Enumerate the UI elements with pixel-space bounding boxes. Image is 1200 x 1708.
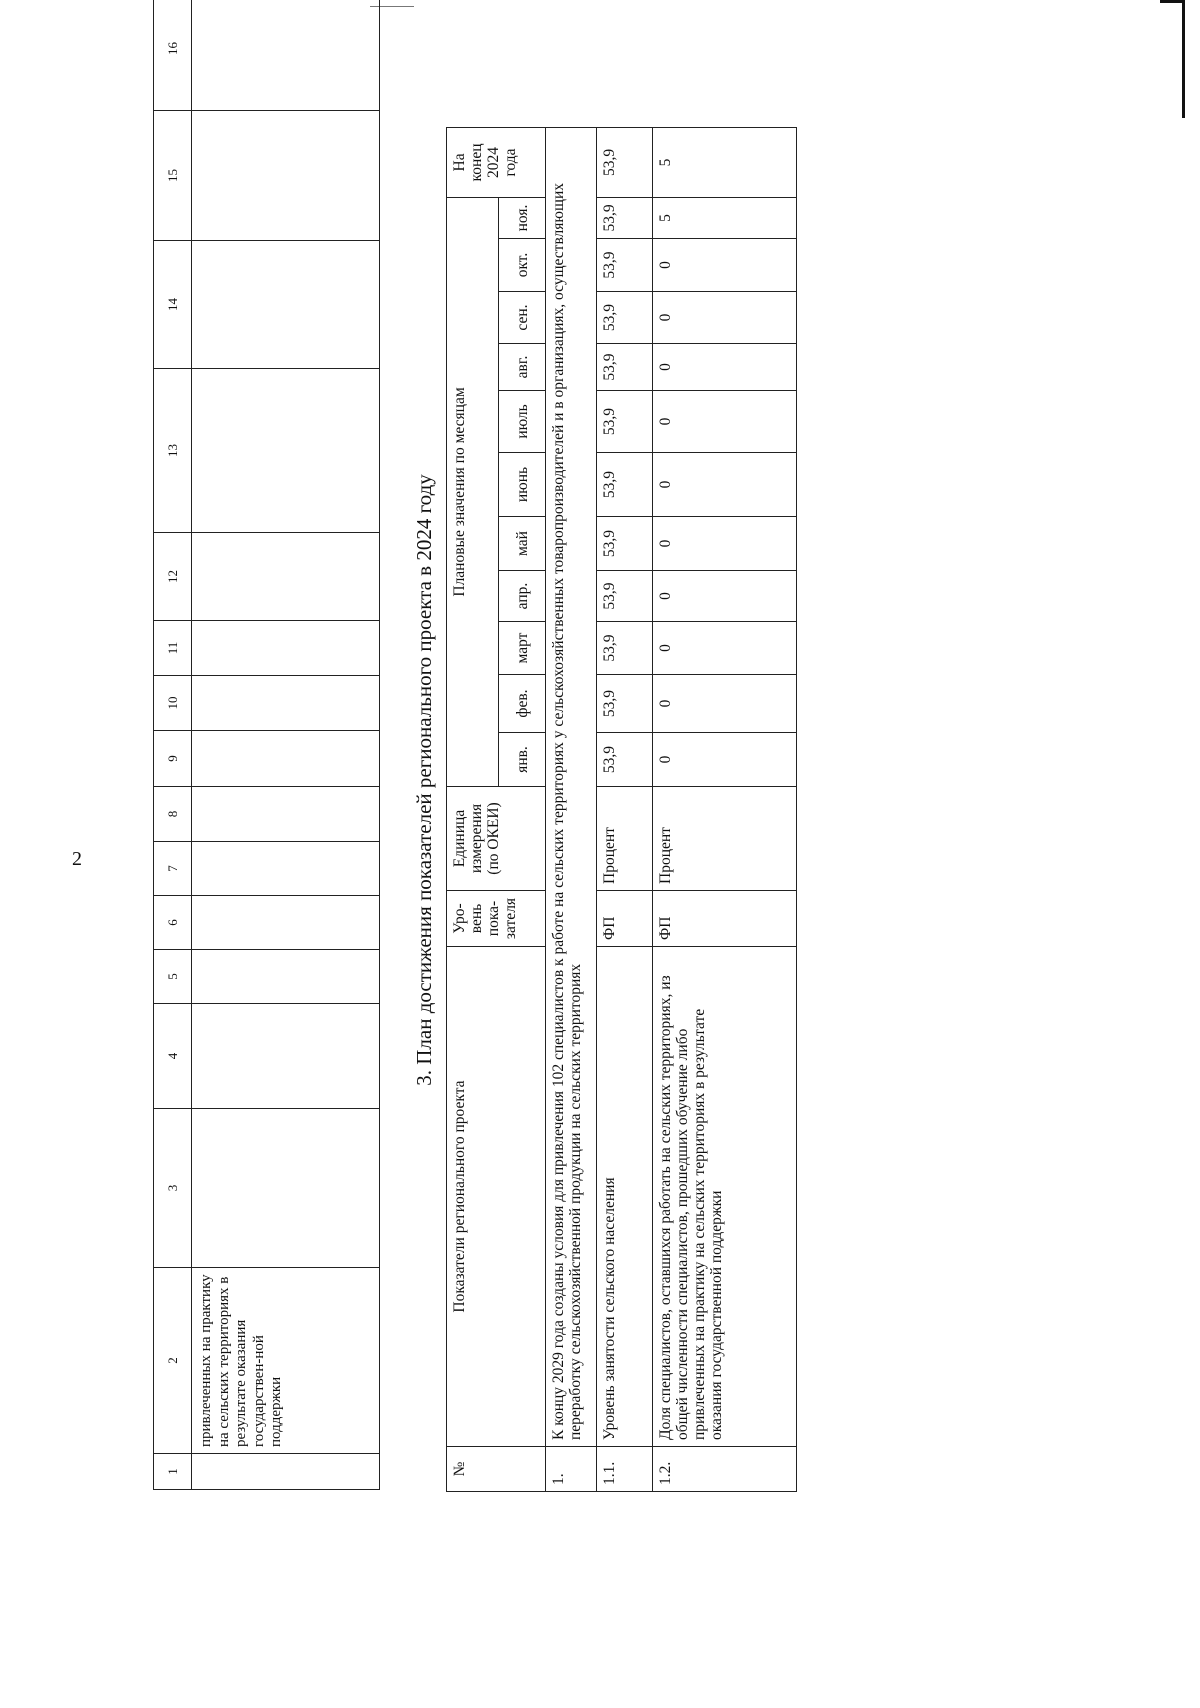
indicator-plan-table	[446, 143, 796, 1492]
column-number: 4	[154, 1004, 192, 1109]
indicator-unit: Процент	[653, 787, 797, 891]
column-number: 13	[154, 369, 192, 533]
indicator-level: ФП	[653, 891, 797, 947]
monthly-value: 53,9	[597, 344, 653, 391]
goal-number: 1.	[546, 1447, 597, 1492]
header-monthly-values: Плановые значения по месяцам	[447, 197, 499, 786]
table-cell	[192, 1109, 380, 1268]
table-cell	[192, 787, 380, 842]
table-cell	[192, 621, 380, 676]
monthly-value: 53,9	[597, 622, 653, 675]
month-header: ноя.	[499, 197, 546, 238]
goal-text: К концу 2029 года созданы условия для привлечения 102 специалистов к работе на сельских территориях у сельскохозяйственных товаропроизводителей и в организациях, осуществляющих переработку сельскохозяйственной продукции на сельских территориях	[546, 127, 597, 1446]
column-number: 2	[154, 1268, 192, 1454]
table-cell	[192, 1454, 380, 1490]
monthly-value: 53,9	[597, 675, 653, 733]
column-number: 3	[154, 1109, 192, 1268]
goal-row	[546, 127, 597, 1491]
month-header: июнь	[499, 453, 546, 517]
column-number: 5	[154, 950, 192, 1004]
page-number: 2	[72, 848, 82, 870]
column-number: 9	[154, 731, 192, 787]
monthly-value: 0	[653, 675, 797, 733]
monthly-value: 0	[653, 344, 797, 391]
monthly-value: 53,9	[597, 197, 653, 238]
column-number: 7	[154, 842, 192, 896]
monthly-value: 0	[653, 733, 797, 787]
table-cell	[192, 0, 380, 111]
column-number: 15	[154, 111, 192, 241]
year-end-value: 5	[653, 127, 797, 197]
row-number: 1.2.	[653, 1447, 797, 1492]
table-cell	[192, 1004, 380, 1109]
continuation-row	[192, 0, 380, 1490]
monthly-value: 0	[653, 292, 797, 344]
continuation-table	[153, 42, 380, 1490]
column-number: 14	[154, 241, 192, 369]
monthly-value: 0	[653, 517, 797, 571]
table-cell	[192, 950, 380, 1004]
table-cell	[192, 896, 380, 950]
month-header: янв.	[499, 733, 546, 787]
header-row-1	[447, 127, 499, 1491]
table-cell	[192, 676, 380, 731]
header-number: №	[447, 1447, 546, 1492]
continued-indicator-text: привлеченных на практику на сельских территориях в результате оказания государствен-ной поддержки	[192, 1268, 380, 1454]
monthly-value: 0	[653, 622, 797, 675]
monthly-value: 5	[653, 197, 797, 238]
monthly-value: 53,9	[597, 391, 653, 453]
monthly-value: 53,9	[597, 571, 653, 622]
month-header: окт.	[499, 239, 546, 292]
column-number: 12	[154, 533, 192, 621]
table-row	[653, 127, 797, 1491]
column-number: 1	[154, 1454, 192, 1490]
month-header: май	[499, 517, 546, 571]
monthly-value: 0	[653, 391, 797, 453]
indicator-name: Уровень занятости сельского населения	[597, 947, 653, 1447]
monthly-value: 53,9	[597, 453, 653, 517]
indicator-level: ФП	[597, 891, 653, 947]
month-header: авг.	[499, 344, 546, 391]
column-number-row	[154, 0, 192, 1490]
table-row	[597, 127, 653, 1491]
section-title: 3. План достижения показателей регионального проекта в 2024 году	[412, 474, 436, 1086]
header-indicator: Показатели регионального проекта	[447, 947, 546, 1447]
indicator-unit: Процент	[597, 787, 653, 891]
month-header: июль	[499, 391, 546, 453]
header-unit: Единица измерения (по ОКЕИ)	[447, 787, 546, 891]
table-cell	[192, 241, 380, 369]
monthly-value: 53,9	[597, 517, 653, 571]
column-number: 6	[154, 896, 192, 950]
column-number: 10	[154, 676, 192, 731]
column-number: 16	[154, 0, 192, 111]
table-cell	[192, 842, 380, 896]
table-cell	[192, 111, 380, 241]
month-header: сен.	[499, 292, 546, 344]
monthly-value: 0	[653, 239, 797, 292]
table-cell	[192, 731, 380, 787]
table-cell	[192, 533, 380, 621]
indicator-name: Доля специалистов, оставшихся работать на сельских территориях, из общей численности специалистов, прошедших обучение либо привлеченных на практику на сельских территориях в результате оказания государственной поддержки	[653, 947, 797, 1447]
month-header: апр.	[499, 571, 546, 622]
year-end-value: 53,9	[597, 127, 653, 197]
monthly-value: 53,9	[597, 292, 653, 344]
header-year-end: На конец 2024 года	[447, 127, 546, 197]
monthly-value: 53,9	[597, 733, 653, 787]
scan-edge-mark	[1182, 0, 1185, 118]
column-number: 11	[154, 621, 192, 676]
table-cell	[192, 369, 380, 533]
monthly-value: 53,9	[597, 239, 653, 292]
column-number: 8	[154, 787, 192, 842]
monthly-value: 0	[653, 453, 797, 517]
row-number: 1.1.	[597, 1447, 653, 1492]
scan-edge-mark-top	[1160, 0, 1185, 3]
monthly-value: 0	[653, 571, 797, 622]
month-header: фев.	[499, 675, 546, 733]
month-header: март	[499, 622, 546, 675]
header-level: Уро-вень пока-зателя	[447, 891, 546, 947]
